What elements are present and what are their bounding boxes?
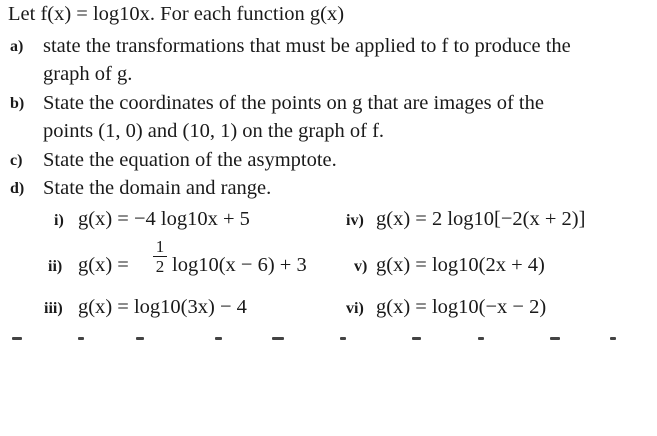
remnant-mark (78, 337, 84, 340)
remnant-mark (412, 337, 421, 340)
item-b-line2: points (1, 0) and (10, 1) on the graph of f. (43, 120, 385, 142)
function-ii-rhs: log10(x − 6) + 3 (172, 254, 307, 276)
item-b-line1: State the coordinates of the points on g that are images of the (43, 92, 544, 114)
function-iii-expr: g(x) = log10(3x) − 4 (78, 296, 247, 318)
item-c-line1: State the equation of the asymptote. (43, 149, 337, 171)
remnant-mark (215, 337, 222, 340)
function-ii-lhs: g(x) = (78, 254, 129, 276)
remnant-mark (12, 337, 22, 340)
remnant-mark (136, 337, 144, 340)
function-i-label: i) (54, 212, 64, 229)
remnant-mark (550, 337, 560, 340)
item-d-label: d) (10, 180, 25, 197)
function-iv-label: iv) (346, 212, 364, 229)
fraction-denominator: 2 (155, 257, 165, 276)
remnant-mark (272, 337, 284, 340)
fraction-numerator: 1 (155, 237, 165, 256)
item-b-label: b) (10, 95, 25, 112)
item-d-line1: State the domain and range. (43, 177, 272, 199)
function-vi-expr: g(x) = log10(−x − 2) (376, 296, 547, 318)
remnant-mark (478, 337, 484, 340)
function-iv-expr: g(x) = 2 log10[−2(x + 2)] (376, 208, 586, 230)
item-a-label: a) (10, 38, 24, 55)
function-ii-fraction (153, 238, 167, 275)
function-iii-label: iii) (44, 300, 63, 317)
function-ii-label: ii) (48, 258, 63, 275)
function-v-expr: g(x) = log10(2x + 4) (376, 254, 545, 276)
item-a-line2: graph of g. (43, 63, 133, 85)
function-i-expr: g(x) = −4 log10x + 5 (78, 208, 250, 230)
item-c-label: c) (10, 152, 23, 169)
intro-text: Let f(x) = log10x. For each function g(x) (8, 3, 345, 25)
function-v-label: v) (354, 258, 368, 275)
remnant-mark (340, 337, 346, 340)
remnant-mark (610, 337, 616, 340)
cropped-text-remnant (10, 337, 635, 343)
item-a-line1: state the transformations that must be applied to f to produce the (43, 35, 571, 57)
function-vi-label: vi) (346, 300, 364, 317)
